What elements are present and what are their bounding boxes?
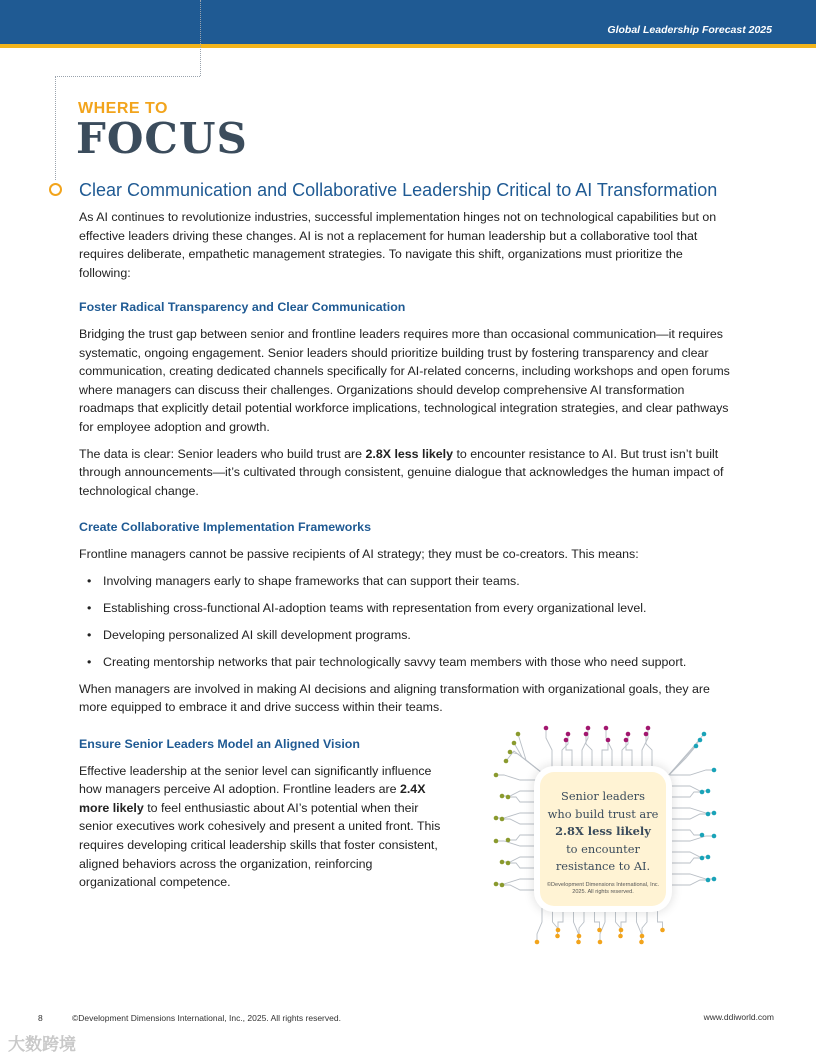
circuit-node xyxy=(566,732,571,737)
header-bar xyxy=(0,0,816,48)
paragraph: Bridging the trust gap between senior and frontline leaders requires more than occasional communication—it requires systematic, ongoing engagement. Senior leaders should prioritize building trust by fostering transparency and clear communication, creating dedicated channels specifically for AI-related concerns, including workshops and open forums where managers can discuss their challenges. Organizations should develop comprehensive AI transformation roadmaps that explicitly detail potential workforce implications, technological integration strategies, and clear pathways for employee adoption and growth. xyxy=(79,326,730,434)
circuit-node xyxy=(494,773,499,778)
stat-callout xyxy=(540,772,666,906)
circuit-trace xyxy=(670,770,714,775)
circuit-node xyxy=(556,928,561,933)
circuit-trace xyxy=(502,885,540,890)
list-item: • Establishing cross-functional AI-adoption teams with representation from every organizational level. xyxy=(79,599,731,618)
page-title: FOCUS xyxy=(76,114,248,163)
text-run: Effective leadership at the senior level can significantly influence how managers perceive AI adoption. Frontline leaders are xyxy=(79,763,432,797)
footer-copyright: ©Development Dimensions International, Inc., 2025. All rights reserved. xyxy=(72,1013,341,1023)
circuit-trace xyxy=(670,814,708,819)
circuit-trace xyxy=(546,728,552,775)
text-run: The data is clear: Senior leaders who build trust are xyxy=(79,446,366,461)
circuit-trace xyxy=(595,908,600,930)
circuit-trace xyxy=(658,908,663,930)
circuit-node xyxy=(506,838,511,843)
circuit-node xyxy=(598,940,603,945)
paragraph xyxy=(79,762,451,892)
circuit-node xyxy=(544,726,549,731)
circuit-node xyxy=(700,790,705,795)
circuit-trace xyxy=(670,792,702,797)
circuit-node xyxy=(584,732,589,737)
circuit-node xyxy=(576,940,581,945)
callout-copyright: ©Development Dimensions International, Inc. 2025. All rights reserved. xyxy=(546,881,660,895)
circuit-trace xyxy=(670,880,708,885)
circuit-node xyxy=(500,817,505,822)
circuit-node xyxy=(639,940,644,945)
circuit-node xyxy=(706,855,711,860)
callout-line: who build trust are xyxy=(547,806,659,821)
subheading-vision: Ensure Senior Leaders Model an Aligned Vision xyxy=(79,737,360,752)
circuit-node xyxy=(702,732,707,737)
paragraph: Frontline managers cannot be passive recipients of AI strategy; they must be co-creators. This means: xyxy=(79,546,639,561)
circuit-trace xyxy=(602,740,608,775)
circuit-node xyxy=(624,738,629,743)
circuit-node xyxy=(706,878,711,883)
circuit-trace xyxy=(508,835,540,840)
circuit-trace xyxy=(670,830,702,835)
circuit-node xyxy=(500,860,505,865)
circuit-trace xyxy=(508,863,540,868)
list-item: • Creating mentorship networks that pair technologically savvy team members with those who need support. xyxy=(79,653,731,672)
circuit-node xyxy=(604,726,609,731)
circuit-node xyxy=(626,732,631,737)
circuit-node xyxy=(516,732,521,737)
circuit-trace xyxy=(537,908,542,942)
circuit-trace xyxy=(496,841,540,846)
circuit-trace xyxy=(510,752,546,776)
circuit-node xyxy=(506,861,511,866)
paragraph xyxy=(79,445,731,501)
circuit-node xyxy=(586,726,591,731)
dotted-connector xyxy=(55,76,200,77)
circuit-node xyxy=(646,726,651,731)
page-kicker: WHERE TO xyxy=(78,100,168,117)
circuit-node xyxy=(712,834,717,839)
circuit-node xyxy=(577,934,582,939)
circuit-trace xyxy=(621,908,626,930)
section-title: Clear Communication and Collaborative Leadership Critical to AI Transformation xyxy=(79,180,718,200)
circuit-node xyxy=(700,856,705,861)
circuit-node xyxy=(508,750,513,755)
circuit-node xyxy=(700,833,705,838)
circuit-node xyxy=(698,738,703,743)
circuit-node xyxy=(504,759,509,764)
callout-text xyxy=(540,788,666,876)
circuit-trace xyxy=(508,797,540,802)
circuit-trace xyxy=(606,728,612,775)
circuit-node xyxy=(494,882,499,887)
section-marker-icon xyxy=(49,183,62,196)
dotted-connector xyxy=(200,0,201,76)
subheading-transparency: Foster Radical Transparency and Clear Communication xyxy=(79,300,406,315)
circuit-trace xyxy=(518,734,546,776)
circuit-node xyxy=(500,794,505,799)
footer-url[interactable]: www.ddiworld.com xyxy=(703,1012,774,1022)
circuit-trace xyxy=(506,751,546,776)
paragraph: When managers are involved in making AI decisions and aligning transformation with organizational goals, they are more equipped to embrace it and drive success within their teams. xyxy=(79,681,710,715)
circuit-trace xyxy=(502,819,540,824)
page-number: 8 xyxy=(38,1013,43,1023)
circuit-trace xyxy=(514,743,546,776)
circuit-node xyxy=(512,741,517,746)
circuit-trace xyxy=(579,908,584,936)
circuit-trace xyxy=(496,775,540,780)
bullet-list xyxy=(79,572,731,672)
circuit-trace xyxy=(558,908,563,930)
dotted-connector xyxy=(55,76,56,180)
circuit-node xyxy=(712,768,717,773)
list-item: • Involving managers early to shape frameworks that can support their teams. xyxy=(79,572,731,591)
circuit-trace xyxy=(600,908,605,942)
subheading-frameworks: Create Collaborative Implementation Frameworks xyxy=(79,520,371,535)
circuit-trace xyxy=(642,908,647,936)
watermark-logo: 大数跨境 xyxy=(8,1035,76,1054)
callout-line: resistance to AI. xyxy=(555,859,651,873)
text-run: to encounter resistance to AI. But trust isn’t built through announcements—it’s cultivated through consistent, genuine dialogue that acknowledges the human impact of technological change. xyxy=(79,446,724,498)
circuit-node xyxy=(606,738,611,743)
circuit-node xyxy=(494,816,499,821)
circuit-node xyxy=(640,934,645,939)
circuit-node xyxy=(706,789,711,794)
callout-line: to encounter xyxy=(566,841,640,856)
circuit-node xyxy=(506,795,511,800)
circuit-node xyxy=(555,934,560,939)
circuit-node xyxy=(494,839,499,844)
list-item: • Developing personalized AI skill development programs. xyxy=(79,626,731,645)
circuit-node xyxy=(619,928,624,933)
circuit-trace xyxy=(670,836,714,841)
circuit-node xyxy=(535,940,540,945)
circuit-node xyxy=(618,934,623,939)
circuit-node xyxy=(694,744,699,749)
text-run: to feel enthusiastic about AI’s potential when their senior executives work cohesively and present a united front. This requires developing critical leadership skills that foster consistent, aligned behaviors across the organization, reinforcing organizational competence. xyxy=(79,800,441,890)
callout-line: Senior leaders xyxy=(561,789,645,803)
section-intro: As AI continues to revolutionize industries, successful implementation hinges not on technological capabilities but on effective leaders driving these changes. AI is not a replacement for human leadership but a collaborative tool that requires deliberate, empathetic management strategies. To navigate this shift, organizations must prioritize the following: xyxy=(79,210,717,280)
header-title: Global Leadership Forecast 2025 xyxy=(607,24,772,36)
circuit-node xyxy=(644,732,649,737)
circuit-node xyxy=(564,738,569,743)
circuit-trace xyxy=(670,858,702,863)
circuit-node xyxy=(712,811,717,816)
circuit-node xyxy=(712,877,717,882)
circuit-node xyxy=(597,928,602,933)
callout-stat: 2.8X less likely xyxy=(555,824,651,838)
stat-highlight: 2.4X more likely xyxy=(79,782,426,815)
circuit-node xyxy=(706,812,711,817)
circuit-node xyxy=(500,883,505,888)
stat-highlight: 2.8X less likely xyxy=(365,446,454,461)
circuit-node xyxy=(660,928,665,933)
